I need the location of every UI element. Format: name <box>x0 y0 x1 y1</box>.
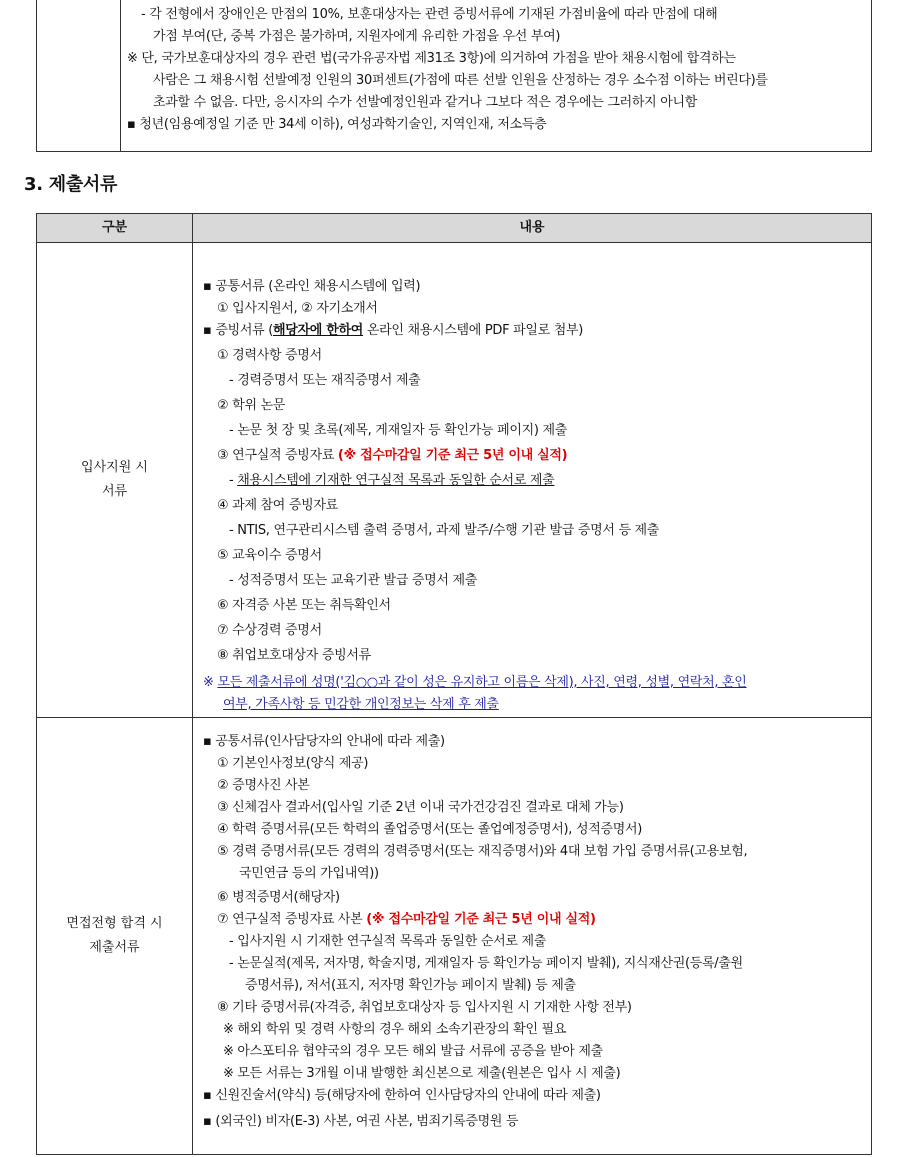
proof-item-5: ⑤ 교육이수 증명서 <box>217 548 322 563</box>
documents-table <box>36 213 872 1155</box>
category-interview-line1: 면접전형 합격 시 <box>66 916 163 931</box>
proof-item-3-sub <box>203 470 867 492</box>
veteran-note-cont2: 초과할 수 없음. 다만, 응시자의 수가 선발예정인원과 같거나 그보다 적은 경우에는 그러하지 아니함 <box>153 95 697 110</box>
proof-item-4: ④ 과제 참여 증빙자료 <box>217 498 338 513</box>
interview-item-6: ⑥ 병적증명서(해당자) <box>217 890 340 905</box>
interview-item-2: ② 증명사진 사본 <box>217 778 310 793</box>
foreigner-docs-item: ▪ (외국인) 비자(E-3) 사본, 여권 사본, 범죄기록증명원 등 <box>203 1114 519 1129</box>
interview-common-title: ▪ 공통서류(인사담당자의 안내에 따라 제출) <box>203 734 445 749</box>
table-header <box>37 214 871 243</box>
section-title: 3. 제출서류 <box>24 174 118 195</box>
privacy-note-cont <box>203 694 867 716</box>
interview-item-7-sub2-cont: 증명서류), 저서(표지, 저자명 확인가능 페이지 발췌) 등 제출 <box>245 978 576 993</box>
header-category: 구분 <box>37 214 193 242</box>
interview-note-2: ※ 아스포티유 협약국의 경우 모든 해외 발급 서류에 공증을 받아 제출 <box>223 1044 603 1059</box>
interview-item-7-deadline-note: (※ 접수마감일 기준 최근 5년 이내 실적) <box>366 912 596 927</box>
empty-category-cell <box>37 0 121 151</box>
proof-item-7: ⑦ 수상경력 증명서 <box>217 623 322 638</box>
note-mark: ※ <box>203 675 218 690</box>
proof-item-2: ② 학위 논문 <box>217 398 286 413</box>
interview-item-7-sub2: - 논문실적(제목, 저자명, 학술지명, 게재일자 등 확인가능 페이지 발췌), 지식재산권(등록/출원 <box>229 956 743 971</box>
proof-suffix: 온라인 채용시스템에 PDF 파일로 첨부) <box>363 323 584 338</box>
interview-item-1: ① 기본인사정보(양식 제공) <box>217 756 369 771</box>
interview-item-8: ⑧ 기타 증명서류(자격증, 취업보호대상자 등 입사지원 시 기재한 사항 전부) <box>217 1000 632 1015</box>
privacy-note-line2: 여부, 가족사항 등 민감한 개인정보는 삭제 후 제출 <box>223 697 499 712</box>
interview-note-3: ※ 모든 서류는 3개월 이내 발행한 최신본으로 제출(원본은 입사 시 제출) <box>223 1066 621 1081</box>
category-application <box>37 243 193 717</box>
proof-item-3-sub-text: 채용시스템에 기재한 연구실적 목록과 동일한 순서로 제출 <box>237 473 555 488</box>
common-docs-items: ① 입사지원서, ② 자기소개서 <box>217 301 378 316</box>
interview-item-7 <box>203 909 867 931</box>
interview-item-4: ④ 학력 증명서류(모든 학력의 졸업증명서(또는 졸업예정증명서), 성적증명서) <box>217 822 643 837</box>
proof-emphasis: 해당자에 한하여 <box>272 323 364 338</box>
dash: - <box>229 473 238 488</box>
preference-points-content <box>127 4 865 136</box>
proof-item-5-sub: - 성적증명서 또는 교육기관 발급 증명서 제출 <box>229 573 478 588</box>
youth-women-regional-item: ▪ 청년(임용예정일 기준 만 34세 이하), 여성과학기술인, 지역인재, 저소득층 <box>127 117 547 132</box>
proof-item-6: ⑥ 자격증 사본 또는 취득확인서 <box>217 598 391 613</box>
proof-item-1-sub: - 경력증명서 또는 재직증명서 제출 <box>229 373 421 388</box>
proof-item-3 <box>203 445 867 467</box>
eligibility-table-continued <box>36 0 872 152</box>
proof-item-1: ① 경력사항 증명서 <box>217 348 322 363</box>
proof-item-3-label: ③ 연구실적 증빙자료 <box>217 448 338 463</box>
interview-item-5-cont: 국민연금 등의 가입내역)) <box>239 866 379 881</box>
disability-veteran-points-cont: 가점 부여(단, 중복 가점은 불가하며, 지원자에게 유리한 가점을 우선 부여) <box>153 29 561 44</box>
proof-item-3-deadline-note: (※ 접수마감일 기준 최근 5년 이내 실적) <box>337 448 568 463</box>
interview-item-3: ③ 신체검사 결과서(입사일 기준 2년 이내 국가건강검진 결과로 대체 가능) <box>217 800 624 815</box>
disability-veteran-points: - 각 전형에서 장애인은 만점의 10%, 보훈대상자는 관련 증빙서류에 기재된 가점비율에 따라 만점에 대해 <box>141 7 718 22</box>
category-interview-line2: 제출서류 <box>89 940 140 955</box>
header-content: 내용 <box>519 220 545 235</box>
interview-item-7-sub1: - 입사지원 시 기재한 연구실적 목록과 동일한 순서로 제출 <box>229 934 546 949</box>
interview-item-7-label: ⑦ 연구실적 증빙자료 사본 <box>217 912 367 927</box>
privacy-note <box>203 672 867 694</box>
category-interview <box>37 718 193 1154</box>
table-row-application <box>37 243 871 718</box>
proof-item-2-sub: - 논문 첫 장 및 초록(제목, 게재일자 등 확인가능 페이지) 제출 <box>229 423 568 438</box>
common-docs-title: ▪ 공통서류 (온라인 채용시스템에 입력) <box>203 279 421 294</box>
application-documents-content <box>203 276 867 716</box>
privacy-note-line1: 모든 제출서류에 성명('김○○과 같이 성은 유지하고 이름은 삭제), 사진, 연령, 성별, 연락처, 혼인 <box>217 675 747 690</box>
category-application-line2: 서류 <box>101 484 128 499</box>
veteran-note: ※ 단, 국가보훈대상자의 경우 관련 법(국가유공자법 제31조 3항)에 의거하여 가점을 받아 채용시험에 합격하는 <box>127 51 736 66</box>
interview-item-5: ⑤ 경력 증명서류(모든 경력의 경력증명서(또는 재직증명서)와 4대 보험 가입 증명서류(고용보험, <box>217 844 748 859</box>
table-row-interview <box>37 718 871 1154</box>
proof-item-4-sub: - NTIS, 연구관리시스템 출력 증명서, 과제 발주/수행 기관 발급 증명서 등 제출 <box>229 523 660 538</box>
veteran-note-cont1: 사람은 그 채용시험 선발예정 인원의 30퍼센트(가점에 따른 선발 인원을 산정하는 경우 소수점 이하는 버린다)를 <box>153 73 768 88</box>
identity-statement-item: ▪ 신원진술서(약식) 등(해당자에 한하여 인사담당자의 안내에 따라 제출) <box>203 1088 601 1103</box>
interview-note-1: ※ 해외 학위 및 경력 사항의 경우 해외 소속기관장의 확인 필요 <box>223 1022 567 1037</box>
proof-prefix: ▪ 증빙서류 ( <box>203 323 273 338</box>
proof-docs-title <box>203 320 867 342</box>
category-application-line1: 입사지원 시 <box>81 460 148 475</box>
proof-item-8: ⑧ 취업보호대상자 증빙서류 <box>217 648 371 663</box>
interview-documents-content <box>203 731 867 1133</box>
